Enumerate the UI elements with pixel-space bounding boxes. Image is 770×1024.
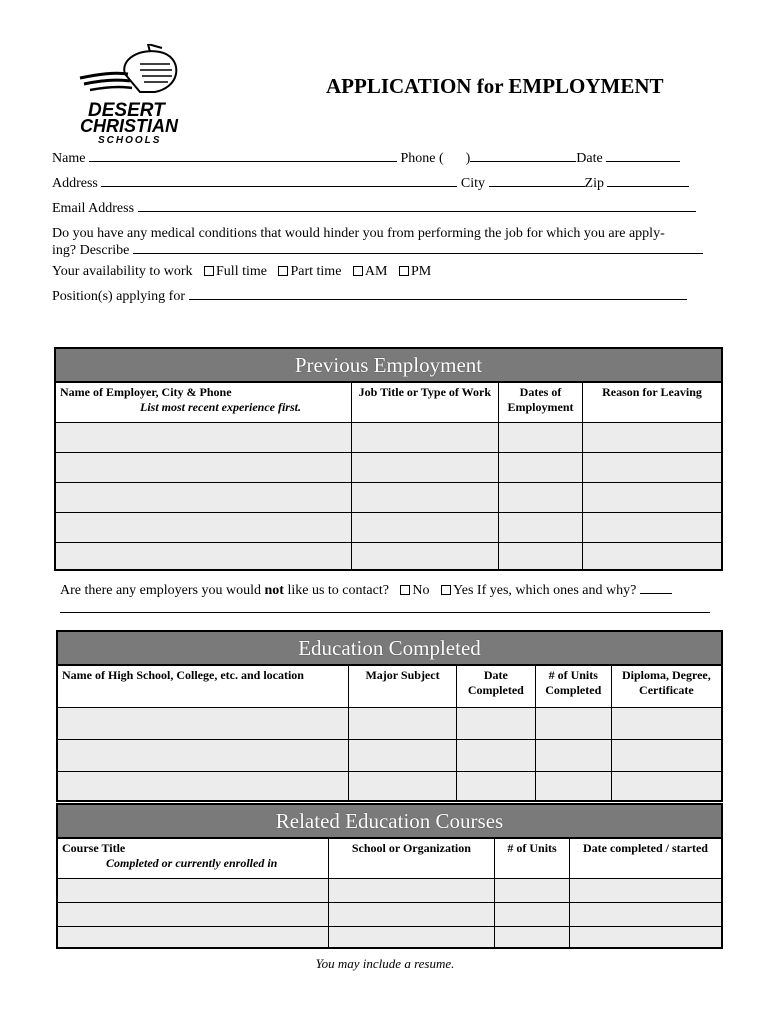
courses-title: Related Education Courses — [57, 804, 722, 838]
organization-header: School or Organization — [328, 838, 495, 878]
date-label: Date — [576, 151, 603, 166]
table-row — [57, 707, 722, 739]
part-time-checkbox[interactable] — [278, 266, 288, 276]
contact-followup-field-2[interactable] — [60, 601, 710, 613]
table-row — [57, 926, 722, 948]
course-title-subheader: Completed or currently enrolled in — [106, 856, 278, 870]
previous-employment-title: Previous Employment — [55, 348, 722, 382]
phone-label: Phone ( — [400, 151, 444, 166]
address-label: Address — [52, 176, 98, 191]
address-field[interactable] — [101, 175, 457, 187]
course-title-header: Course Title Completed or currently enrolled in — [57, 838, 328, 878]
pm-checkbox[interactable] — [399, 266, 409, 276]
education-title: Education Completed — [57, 631, 722, 665]
table-row — [57, 902, 722, 926]
date-field[interactable] — [606, 150, 680, 162]
yes-contact-checkbox[interactable] — [441, 585, 451, 595]
medical-question-line2 — [52, 242, 703, 259]
email-field[interactable] — [138, 200, 696, 212]
city-field[interactable] — [489, 175, 585, 187]
units-completed-header: # of Units Completed — [535, 665, 611, 707]
zip-label: Zip — [584, 176, 604, 191]
area-code-field[interactable] — [444, 150, 466, 162]
city-label: City — [460, 176, 486, 191]
availability-label: Your availability to work — [52, 264, 193, 279]
am-label: AM — [364, 264, 388, 279]
name-line — [52, 150, 680, 167]
position-field[interactable] — [189, 288, 687, 300]
page-title: APPLICATION for EMPLOYMENT — [326, 74, 664, 98]
logo-line2: CHRISTIAN — [80, 116, 178, 136]
school-logo — [70, 44, 195, 149]
courses-table — [56, 803, 723, 949]
major-header: Major Subject — [349, 665, 457, 707]
name-field[interactable] — [89, 150, 397, 162]
email-line — [52, 200, 696, 217]
diploma-header: Diploma, Degree, Certificate — [611, 665, 722, 707]
education-table — [56, 630, 723, 802]
medical-field[interactable] — [133, 242, 703, 254]
position-label: Position(s) applying for — [52, 289, 185, 304]
units-header: # of Units — [495, 838, 570, 878]
medical-question-line1: Do you have any medical conditions that would hinder you from performing the job for which you are apply- — [52, 226, 665, 241]
employer-subheader: List most recent experience first. — [140, 400, 301, 414]
zip-field[interactable] — [607, 175, 689, 187]
employer-header: Name of Employer, City & Phone List most recent experience first. — [55, 382, 351, 422]
full-time-checkbox[interactable] — [204, 266, 214, 276]
table-row — [55, 542, 722, 570]
part-time-label: Part time — [290, 264, 342, 279]
phone-close: ) — [465, 151, 471, 166]
table-row — [55, 482, 722, 512]
position-line — [52, 288, 687, 305]
table-row — [57, 771, 722, 801]
dates-header: Dates of Employment — [499, 382, 583, 422]
availability-line — [52, 264, 431, 280]
table-row — [55, 452, 722, 482]
date-completed-header: Date Completed — [456, 665, 535, 707]
email-label: Email Address — [52, 201, 135, 216]
logo-line1: DESERT — [88, 100, 165, 121]
school-name-header: Name of High School, College, etc. and location — [57, 665, 349, 707]
table-row — [55, 512, 722, 542]
phone-field[interactable] — [470, 150, 576, 162]
logo-line3: SCHOOLS — [98, 135, 162, 146]
medical-describe-label: ing? Describe — [52, 243, 130, 258]
previous-employment-table — [54, 347, 723, 571]
pm-label: PM — [410, 264, 432, 279]
job-title-header: Job Title or Type of Work — [351, 382, 498, 422]
no-contact-checkbox[interactable] — [400, 585, 410, 595]
resume-note: You may include a resume. — [315, 956, 455, 971]
am-checkbox[interactable] — [353, 266, 363, 276]
date-started-header: Date completed / started — [569, 838, 722, 878]
full-time-label: Full time — [216, 264, 267, 279]
reason-header: Reason for Leaving — [582, 382, 722, 422]
table-row — [55, 422, 722, 452]
contact-followup-field[interactable] — [640, 582, 672, 594]
address-line — [52, 175, 689, 192]
contact-followup-line — [60, 601, 710, 618]
table-row — [57, 739, 722, 771]
name-label: Name — [52, 151, 86, 166]
table-row — [57, 878, 722, 902]
contact-question-line: Are there any employers you would not like us to contact? No Yes If yes, which ones and why? — [60, 582, 672, 599]
knight-helmet-icon — [80, 44, 176, 92]
